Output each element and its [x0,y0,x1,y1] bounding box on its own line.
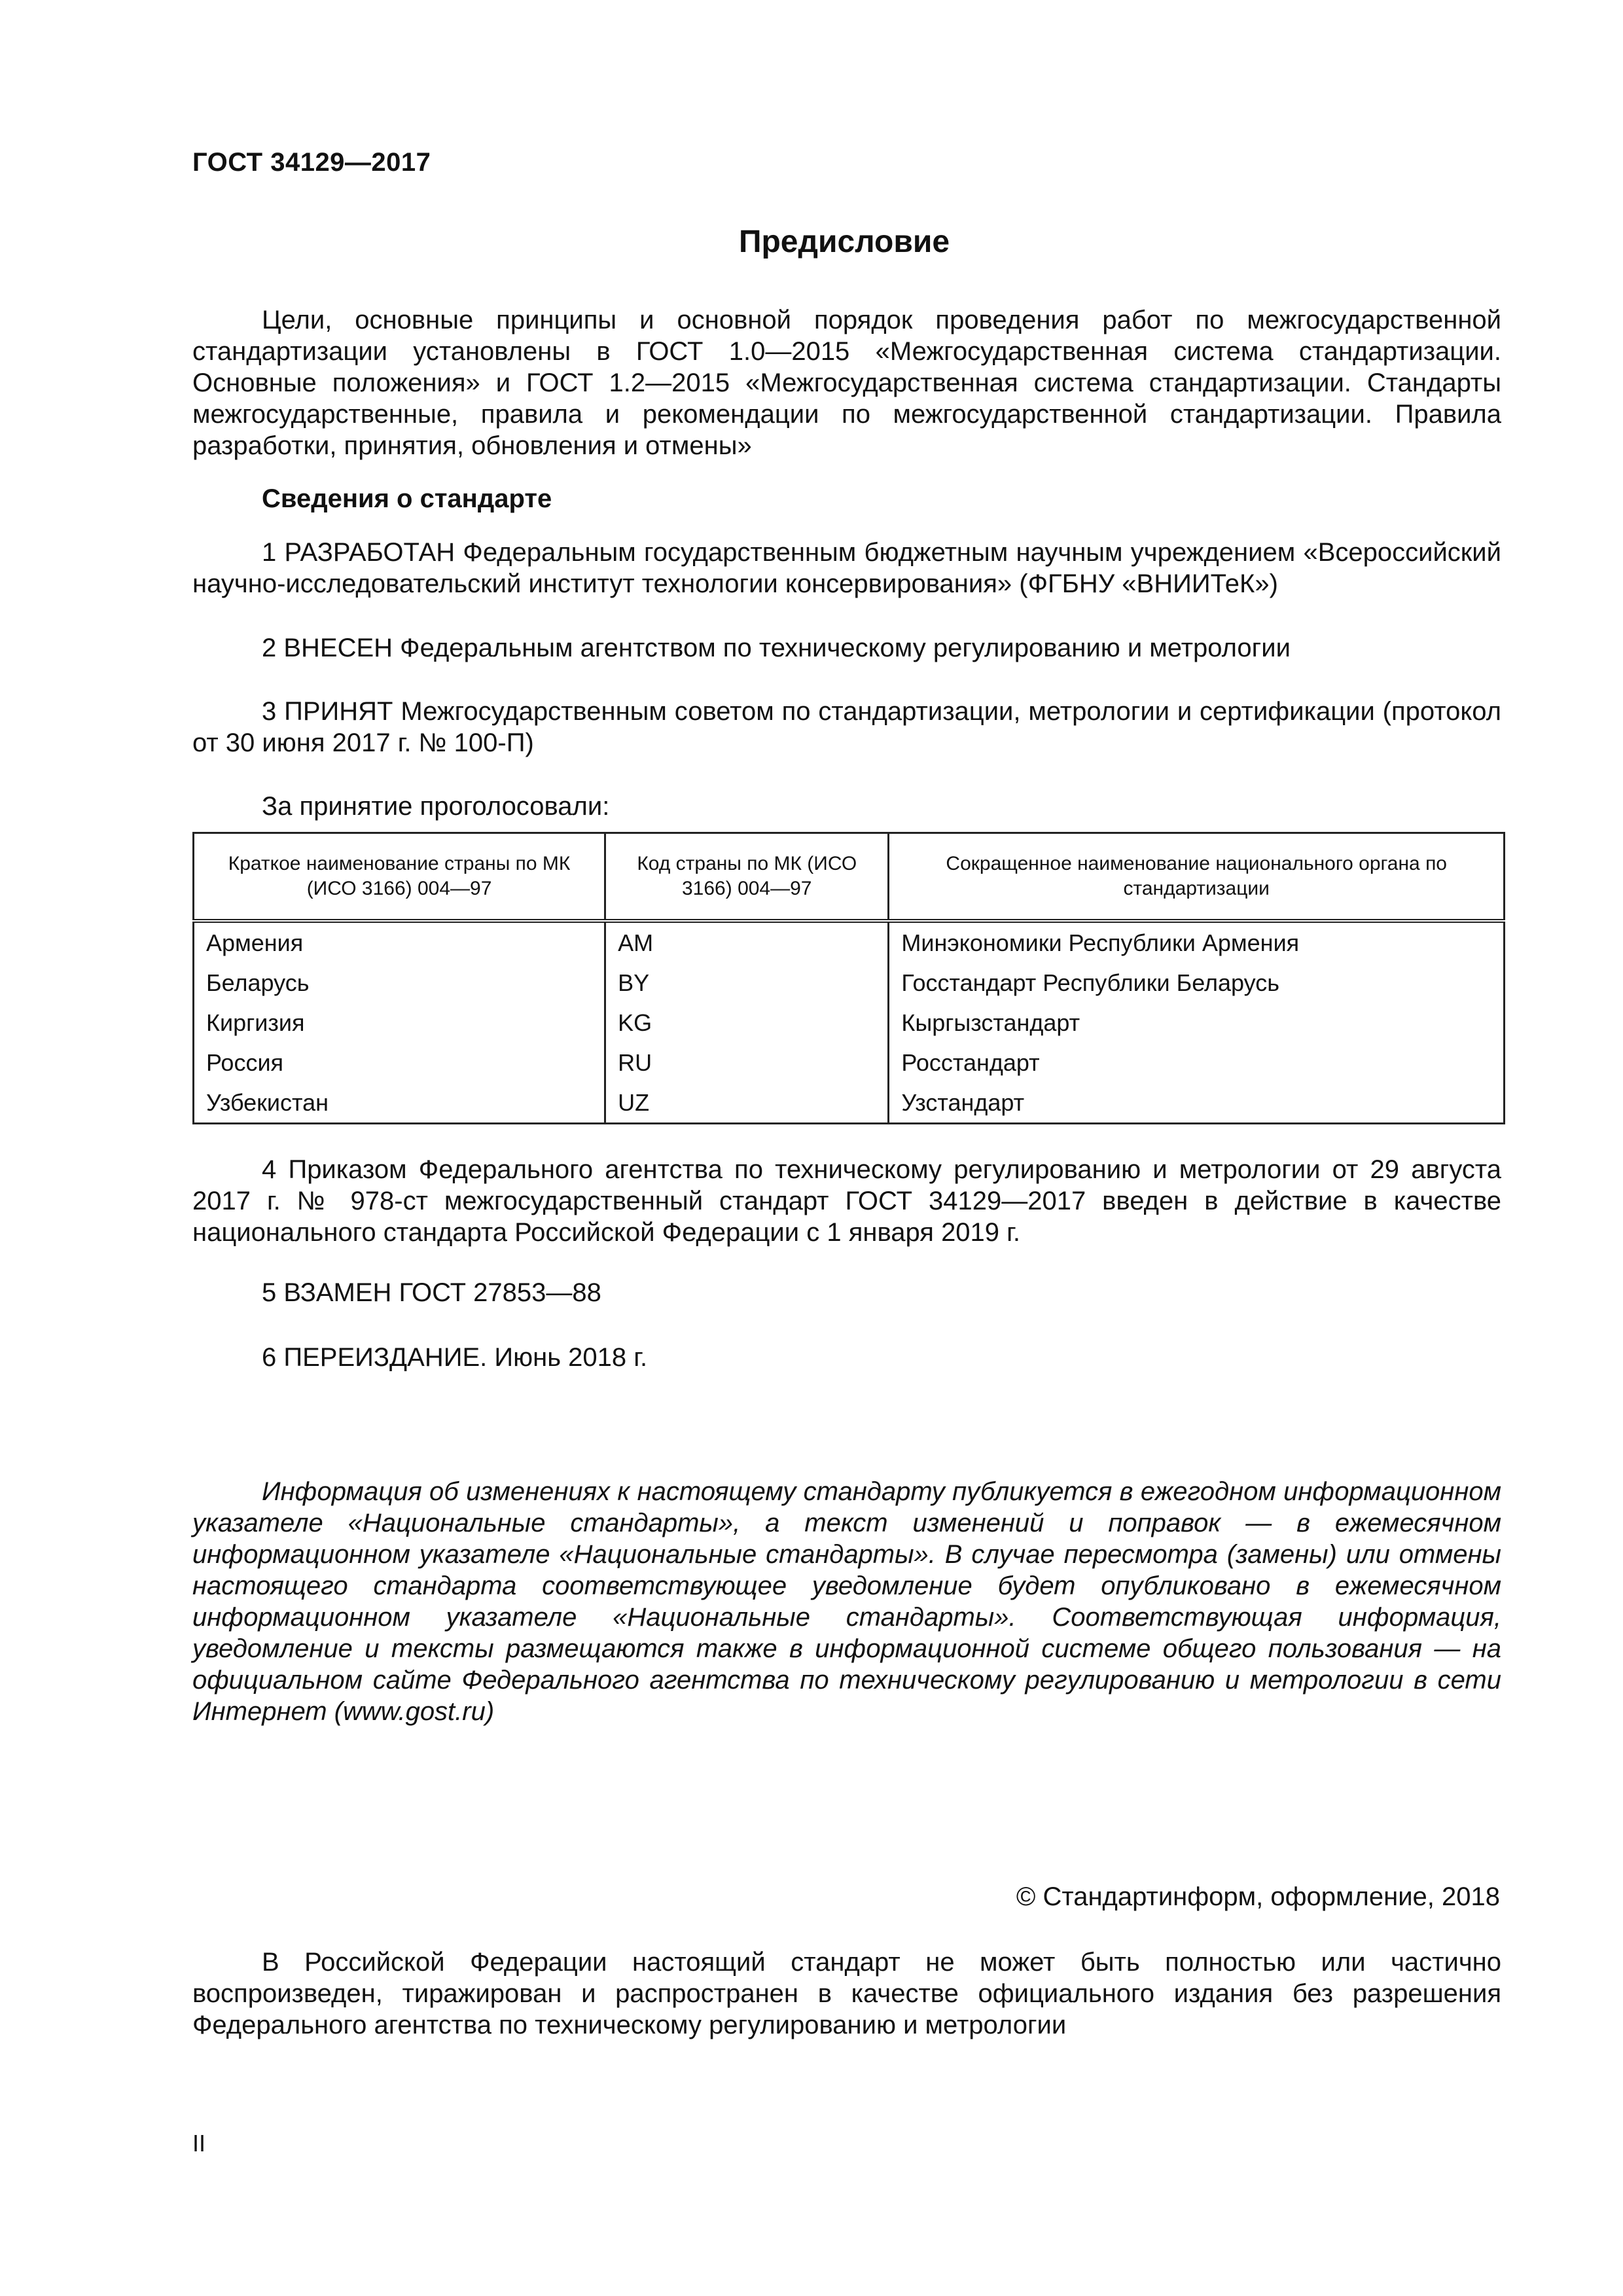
table-cell: Госстандарт Республики Беларусь [889,963,1505,1003]
item-reissue: 6 ПЕРЕИЗДАНИЕ. Июнь 2018 г. [262,1343,648,1372]
document-header-id: ГОСТ 34129—2017 [192,148,431,177]
table-header-row [194,833,1505,922]
member-states-table [192,832,1505,1124]
item-adopted: 3 ПРИНЯТ Межгосударственным советом по стандартизации, метрологии и сертификации (протокол от 30 июня 2017 г. № 100-П) [192,697,1501,757]
table-cell: Армения [194,921,605,963]
table-cell: Кыргызстандарт [889,1003,1505,1043]
table-cell: UZ [605,1083,889,1124]
table-row [194,1003,1505,1043]
table-cell: Минэкономики Республики Армения [889,921,1505,963]
item-replaces: 5 ВЗАМЕН ГОСТ 27853—88 [262,1278,601,1307]
table-cell: RU [605,1043,889,1083]
item-order: 4 Приказом Федерального агентства по техническому регулированию и метрологии от 29 августа 2017 г. № 978-ст межгосударственный стандарт ГОСТ 34129—2017 введен в действие в качестве национального стандарта Российской Федерации с 1 января 2019 г. [192,1155,1501,1247]
item-introduced: 2 ВНЕСЕН Федеральным агентством по техническому регулированию и метрологии [262,634,1291,662]
copyright-line: © Стандартинформ, оформление, 2018 [1016,1882,1500,1911]
table-row [194,1083,1505,1124]
table-row [194,963,1505,1003]
table-cell: Беларусь [194,963,605,1003]
changes-notice: Информация об изменениях к настоящему стандарту публикуется в ежегодном информационном указателе «Национальные стандарты», а текст изменений и поправок — в ежемесячном информационном указателе «Национальные стандарты». В случае пересмотра (замены) или отмены настоящего стандарта соответствующее уведомление будет опубликовано в ежемесячном информационном указателе «Национальные стандарты». Соответствующая информация, уведомление и тексты размещаются также в информационной системе общего пользования — на официальном сайте Федерального агентства по техническому регулированию и метрологии в сети Интернет (www.gost.ru) [192,1477,1501,1726]
table-cell: Росстандарт [889,1043,1505,1083]
table-cell: BY [605,963,889,1003]
table-row [194,921,1505,963]
item-developed: 1 РАЗРАБОТАН Федеральным государственным бюджетным научным учреждением «Всероссийский научно-исследовательский институт технологии консервирования» (ФГБНУ «ВНИИТеК») [192,538,1501,598]
table-cell: Киргизия [194,1003,605,1043]
intro-paragraph: Цели, основные принципы и основной порядок проведения работ по межгосударственной стандартизации установлены в ГОСТ 1.0—2015 «Межгосударственная система стандартизации. Основные положения» и ГОСТ 1.2—2015 «Межгосударственная система стандартизации. Стандарты межгосударственные, правила и рекомендации по межгосударственной стандартизации. Правила разработки, принятия, обновления и отмены» [192,306,1501,460]
page-title: Предисловие [738,224,950,259]
table-cell: Узбекистан [194,1083,605,1124]
info-heading: Сведения о стандарте [262,484,552,513]
column-header-code: Код страны по МК (ИСО 3166) 004—97 [605,833,889,922]
table-row [194,1043,1505,1083]
table-cell: KG [605,1003,889,1043]
page-number: II [192,2130,206,2157]
table-cell: AM [605,921,889,963]
voted-label: За принятие проголосовали: [262,792,610,821]
reproduction-restriction: В Российской Федерации настоящий стандарт не может быть полностью или частично воспроизведен, тиражирован и распространен в качестве официального издания без разрешения Федерального агентства по техническому регулированию и метрологии [192,1948,1501,2039]
table-cell: Россия [194,1043,605,1083]
column-header-country: Краткое наименование страны по МК (ИСО 3166) 004—97 [194,833,605,922]
column-header-body: Сокращенное наименование национального органа по стандартизации [889,833,1505,922]
table-cell: Узстандарт [889,1083,1505,1124]
